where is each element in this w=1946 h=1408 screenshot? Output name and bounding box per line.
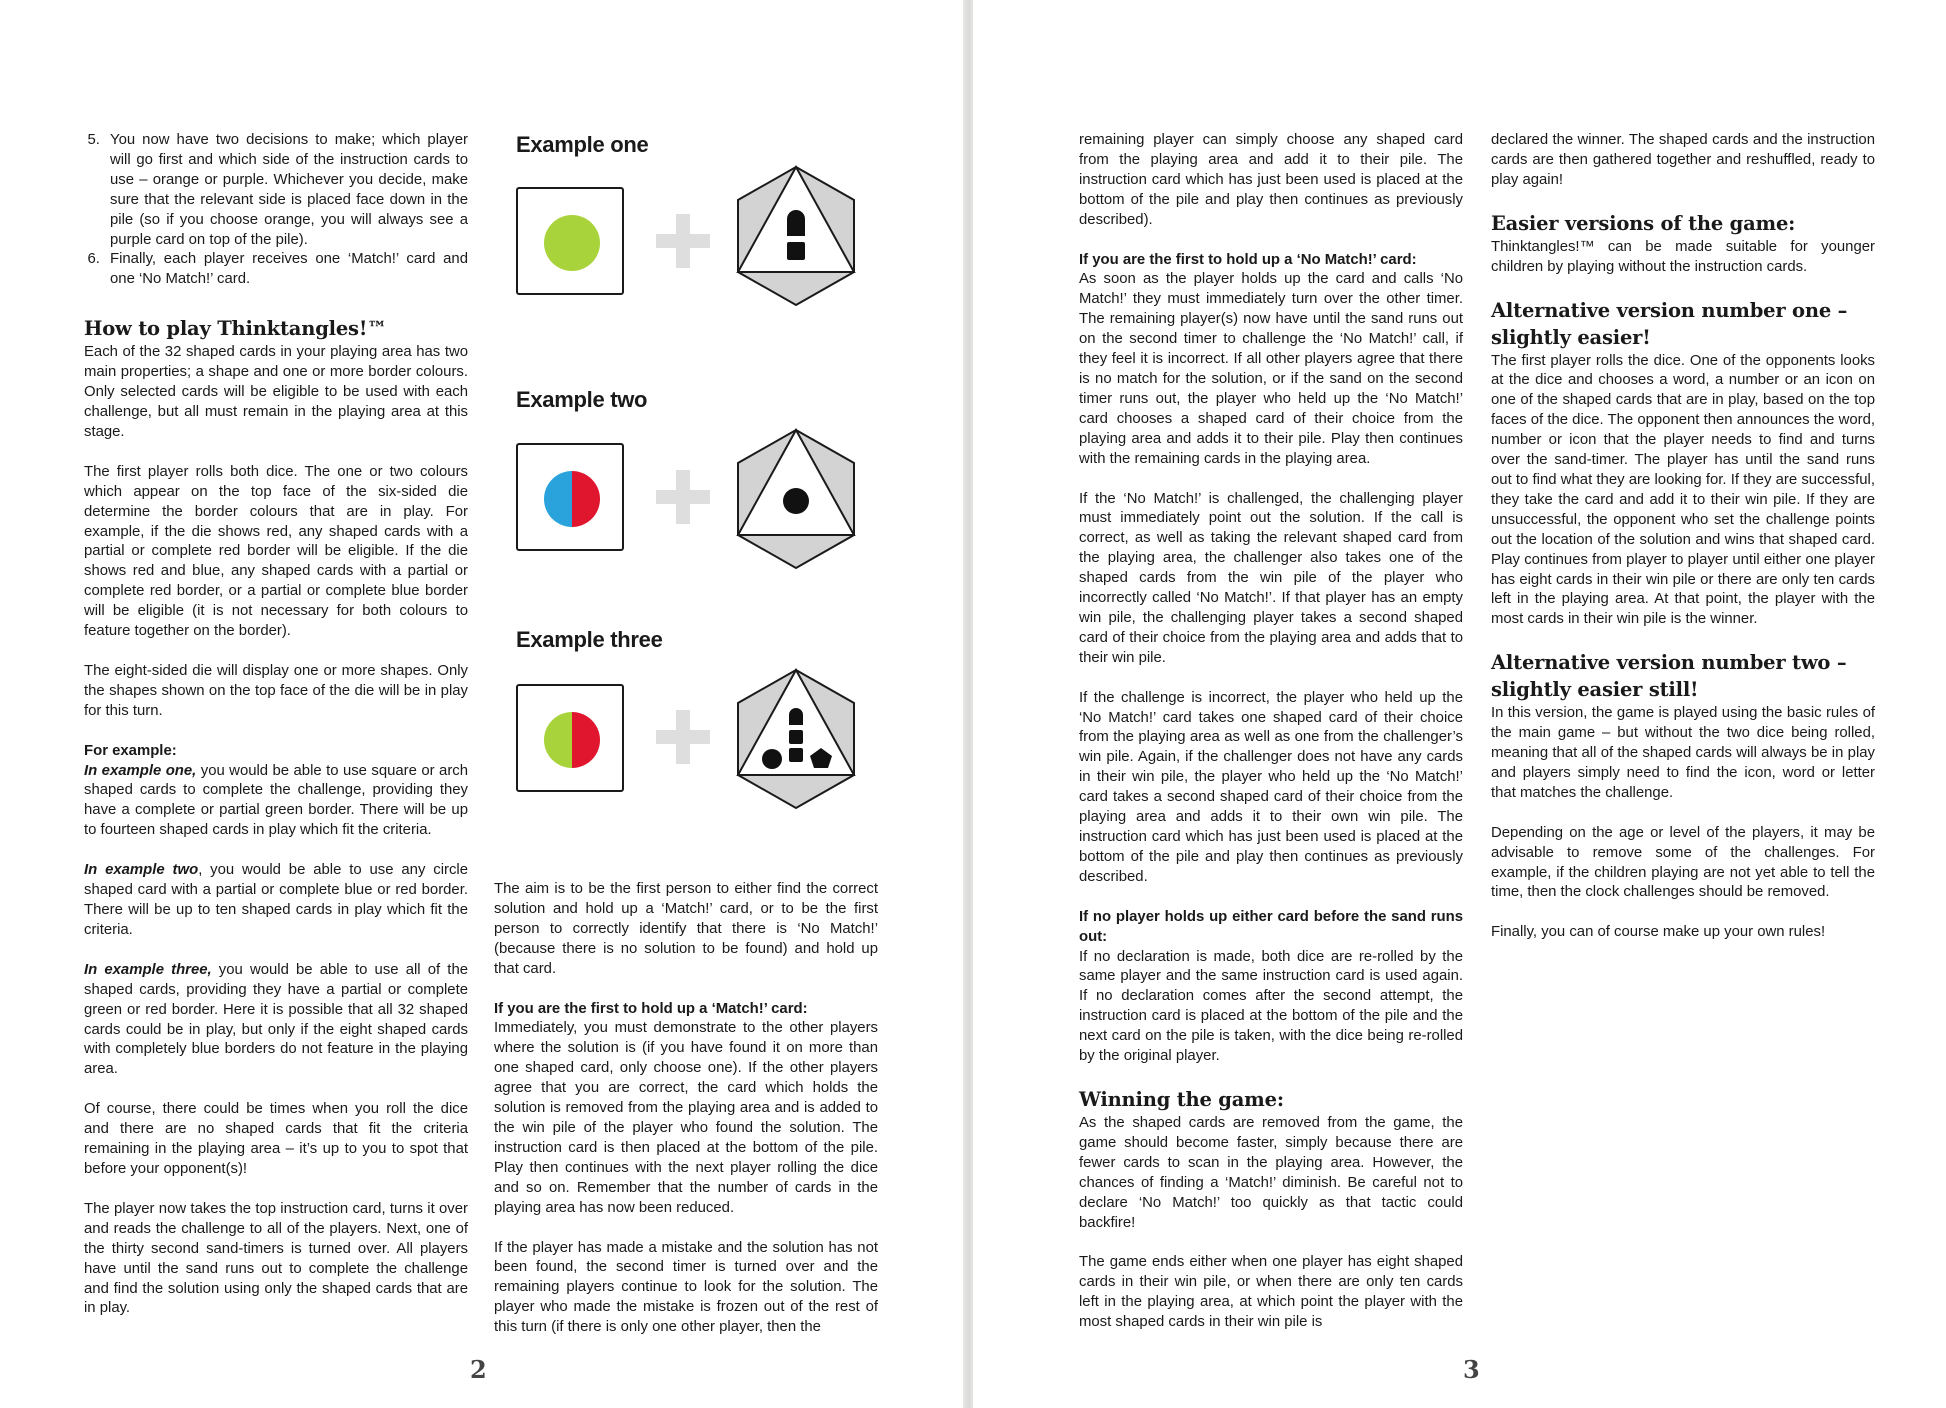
example-two-colour-die	[516, 443, 624, 551]
page-number: 3	[1463, 1355, 1480, 1384]
how-to-play-heading: How to play Thinktangles!™	[84, 317, 387, 341]
green-circle	[544, 215, 600, 271]
paragraph: The first player rolls both dice. The one or two colours which appear on the top face of the six-sided die determine the border colours that are in play. For example, if the die shows red, any shaped cards with a partial or complete red border will be eligible. If the die shows red and blue, any shaped cards with a partial or complete red border, or a partial or complete blue border will be eligible (it is not necessary for both colours to feature together on the border).	[84, 463, 468, 640]
paragraph: As soon as the player holds up the card and calls ‘No Match!’ they must immediately turn over the other timer. The remaining player(s) now have until the sand runs out on the second timer to challenge the ‘No Match!’ call, if they feel it is incorrect. If all other players agree that there is no match for the solution, or if the sand on the second timer runs out, the player who held up the ‘No Match!’ card chooses a shaped card of their choice from the playing area and adds it to their pile. Play then continues with the remaining cards in the playing area.	[1079, 271, 1463, 467]
example-two-explanation	[84, 861, 468, 941]
alternative-one-heading-line-1: Alternative version number one –	[1491, 298, 1848, 322]
left-page-column-2	[494, 880, 878, 1338]
no-match-card-heading: If you are the first to hold up a ‘No Match!’ card:	[1079, 251, 1417, 268]
example-three-shape-die	[735, 667, 857, 811]
plus-icon	[656, 214, 710, 268]
paragraph: Of course, there could be times when you roll the dice and there are no shaped cards that fit the criteria remaining in the playing area – it’s up to you to spot that before your opponent(s)!	[84, 1101, 468, 1177]
for-example-heading: For example:	[84, 742, 177, 759]
paragraph: declared the winner. The shaped cards and the instruction cards are then gathered together and reshuffled, ready to play again!	[1491, 132, 1875, 188]
square-icon	[787, 242, 805, 260]
paragraph: The aim is to be the first person to either find the correct solution and hold up a ‘Match!’ card, or to be the first person to correctly identify that there is ‘No Match!’ (because there is no solution to be found) and hold up that card.	[494, 881, 878, 977]
example-two-lead: In example two	[84, 862, 199, 879]
example-three-text: you would be able to use all of the shaped cards, providing they have a partial or complete green or red border. Here it is possible that all 32 shaped cards could be in play, but only if the eight shaped cards with completely blue borders do not feature in the playing area.	[84, 961, 469, 1078]
paragraph: Thinktangles!™ can be made suitable for younger children by playing without the instruction cards.	[1491, 238, 1875, 275]
left-page	[0, 0, 965, 1408]
example-three-explanation	[84, 961, 468, 1080]
winning-heading: Winning the game:	[1079, 1087, 1284, 1111]
paragraph: Immediately, you must demonstrate to the other players where the solution is (if you have found it on more than one shaped card, only choose one). If the other players agree that you are correct, the card which holds the solution is removed from the playing area and is added to the win pile of the player who found the solution. The instruction card is then placed at the bottom of the pile. Play then continues with the next player rolling the dice and so on. Remember that the number of cards in the playing area has now been reduced.	[494, 1020, 878, 1216]
arch-icon	[787, 210, 805, 236]
plus-icon	[656, 710, 710, 764]
left-page-column-1	[84, 131, 468, 1319]
circle-icon	[783, 488, 809, 514]
match-card-heading: If you are the first to hold up a ‘Match!’ card:	[494, 1000, 808, 1017]
list-item: 5. You now have two decisions to make; which player will go first and which side of the instruction cards to use – orange or purple. Whichever you decide, make sure that the relevant side is placed face down in the pile (so if you choose orange, you will always see a purple card on top of the pile).	[104, 131, 468, 250]
example-one-explanation	[84, 762, 468, 842]
paragraph: The game ends either when one player has eight shaped cards in their win pile, or when there are only ten cards left in the playing area, at which point the player with the most shaped cards in their win pile is	[1079, 1254, 1463, 1331]
alternative-two-heading-line-1: Alternative version number two –	[1491, 651, 1847, 675]
paragraph: If the ‘No Match!’ is challenged, the challenging player must immediately point out the solution. If the call is correct, as well as taking the relevant shaped card from the playing area, the challenger also takes one of the shaped cards from the win pile of the player who incorrectly called ‘No Match!’. If that player has an empty win pile, the challenging player takes a second shaped card of their choice from the playing area and adds that to their win pile.	[1079, 490, 1463, 666]
example-two-shape-die	[735, 427, 857, 571]
paragraph: The first player rolls the dice. One of the opponents looks at the dice and chooses a word, a number or an icon on one of the shaped cards that are in play, based on the top faces of the dice. The opponent then announces the word, number or icon that the player needs to find and turns over the sand-timer. The player has until the sand runs out to find what they are looking for. If they are successful, they take the card and add it to their win pile. If they are unsuccessful, the opponent who set the challenge points out the location of the solution and wins that shaped card. Play continues from player to player until either one player has eight cards in their win pile or there are only ten cards left in the playing area. At that point, the player with the most cards in their win pile is the winner.	[1491, 352, 1875, 628]
example-one-text: you would be able to use square or arch shaped cards to complete the challenge, providing they have a complete or partial green border. There will be up to fourteen shaped cards in play which fit the criteria.	[84, 762, 468, 839]
example-one-lead: In example one,	[84, 762, 197, 779]
square-icon	[789, 748, 803, 762]
no-player-heading: If no player holds up either card before the sand runs out:	[1079, 908, 1463, 945]
blue-red-circle	[544, 471, 600, 527]
paragraph: As the shaped cards are removed from the game, the game should become faster, simply because there are fewer cards to scan in the playing area. However, the chances of finding a ‘Match!’ diminish. Be careful not to declare ‘No Match!’ too quickly as that tactic could backfire!	[1079, 1114, 1463, 1231]
square-icon	[789, 730, 803, 744]
paragraph: The player now takes the top instruction card, turns it over and reads the challenge to all of the players. Next, one of the thirty second sand-timers is turned over. All players have until the sand runs out to complete the challenge and find the solution using only the shaped cards that are in play.	[84, 1200, 468, 1317]
easier-versions-heading: Easier versions of the game:	[1491, 211, 1796, 235]
plus-icon	[656, 470, 710, 524]
paragraph: In this version, the game is played using the basic rules of the main game – but without the two dice being rolled, meaning that all of the shaped cards will always be in play and players simply need to find the icon, word or letter that matches the challenge.	[1491, 705, 1875, 801]
example-one-shape-die	[735, 164, 857, 308]
paragraph: If the player has made a mistake and the solution has not been found, the second timer is turned over and the remaining players continue to look for the solution. The player who made the mistake is frozen out of the rest of this turn (if there is only one other player, then the	[494, 1239, 878, 1336]
setup-list	[84, 131, 468, 290]
alternative-two-heading-line-2: slightly easier still!	[1491, 678, 1699, 702]
paragraph: Finally, you can of course make up your own rules!	[1491, 924, 1826, 941]
paragraph: remaining player can simply choose any shaped card from the playing area and add it to their pile. The instruction card which has just been used is placed at the bottom of the pile and play then continues as previously described).	[1079, 132, 1463, 228]
example-three-title: Example three	[516, 627, 663, 652]
right-page-column-1	[1079, 131, 1463, 1333]
example-three-lead: In example three,	[84, 961, 212, 978]
green-red-circle	[544, 712, 600, 768]
right-page-column-2	[1491, 131, 1875, 943]
paragraph: If the challenge is incorrect, the player who held up the ‘No Match!’ card takes one shaped card of their choice from the playing area as well as one from the challenger’s win pile. Again, if the challenger does not have any cards in their win pile, the player who held up the ‘No Match!’ card takes a second shaped card of their choice from the playing area and adds it to their own win pile. The instruction card which has just been used is placed at the bottom of the pile and play then continues as previously described.	[1079, 689, 1463, 885]
page-number: 2	[470, 1355, 487, 1384]
list-item: 6. Finally, each player receives one ‘Match!’ card and one ‘No Match!’ card.	[104, 250, 468, 290]
example-two-title: Example two	[516, 387, 648, 412]
paragraph: Each of the 32 shaped cards in your playing area has two main properties; a shape and one or more border colours. Only selected cards will be eligible to be used with each challenge, but all must remain in the playing area at this stage.	[84, 344, 468, 440]
right-page	[973, 0, 1946, 1408]
example-one-title: Example one	[516, 132, 649, 157]
paragraph: The eight-sided die will display one or more shapes. Only the shapes shown on the top face of the die will be in play for this turn.	[84, 662, 468, 719]
example-three-colour-die	[516, 684, 624, 792]
alternative-one-heading-line-2: slightly easier!	[1491, 325, 1651, 349]
paragraph: If no declaration is made, both dice are re-rolled by the same player and the same instruction card is used again. If no declaration comes after the second attempt, the instruction card is placed at the bottom of the pile and the next card on the pile is taken, with the dice being re-rolled by the original player.	[1079, 948, 1463, 1065]
arch-icon	[789, 708, 803, 725]
circle-icon	[762, 749, 782, 769]
example-one-colour-die	[516, 187, 624, 295]
paragraph: Depending on the age or level of the players, it may be advisable to remove some of the challenges. For example, if the children playing are not yet able to tell the time, then the clock challenges should be removed.	[1491, 824, 1875, 901]
example-two-text: , you would be able to use any circle shaped card with a partial or complete blue or red border. There will be up to ten shaped cards in play which fit the criteria.	[84, 862, 468, 938]
